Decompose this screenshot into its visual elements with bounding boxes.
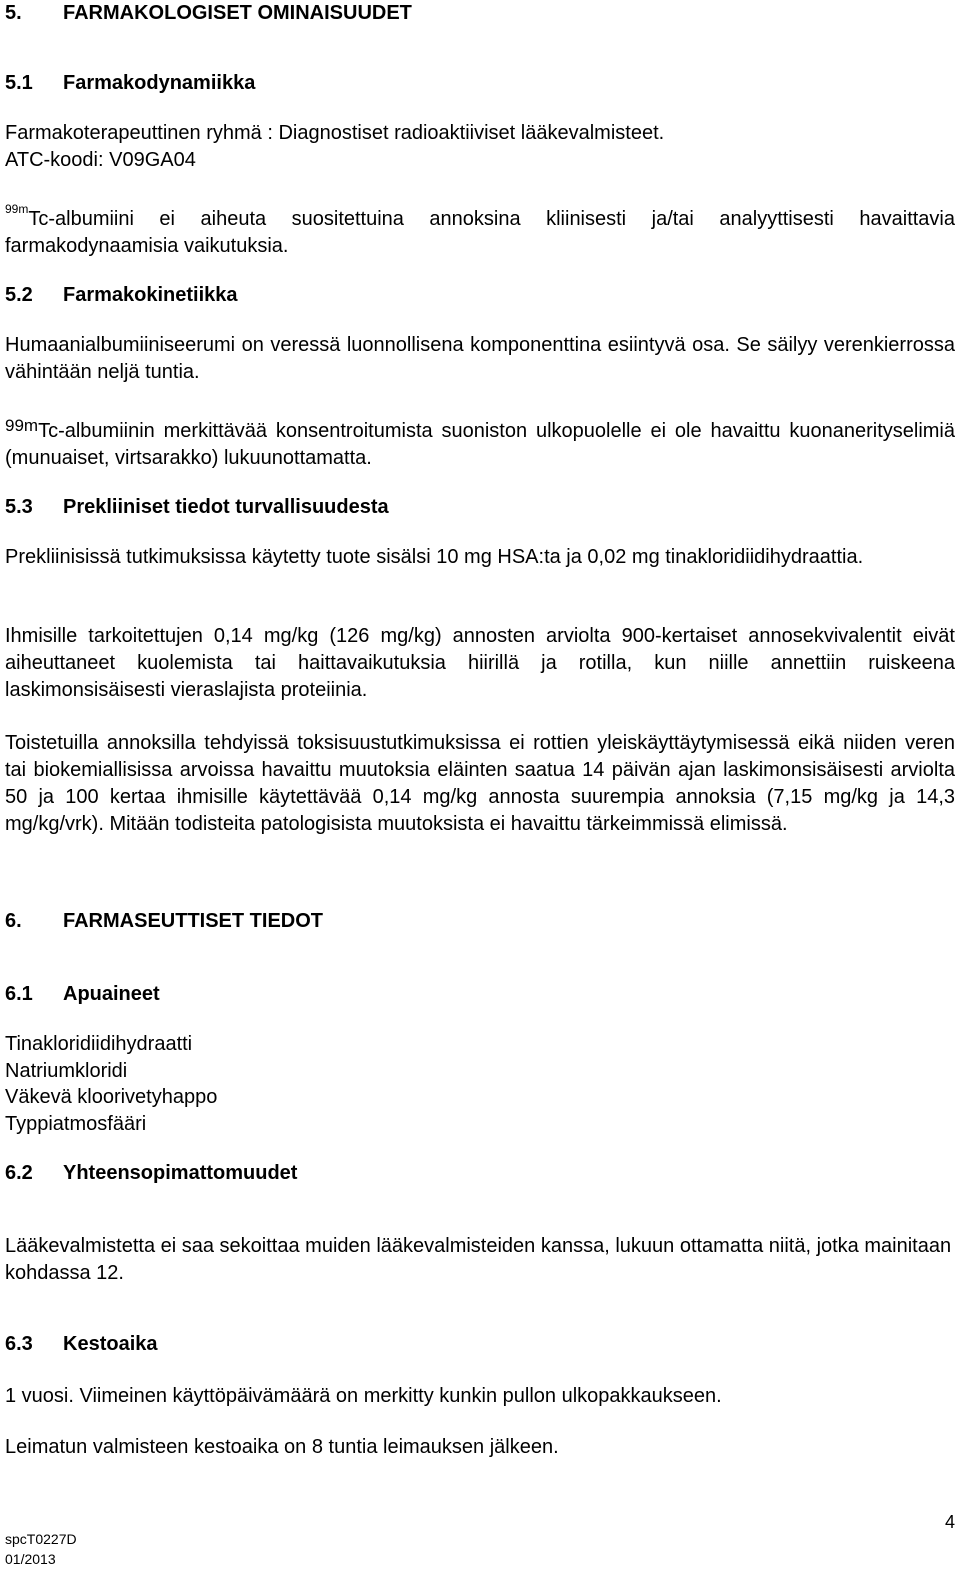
heading-text: Prekliiniset tiedot turvallisuudesta bbox=[63, 496, 389, 518]
heading-number: 5.1 bbox=[5, 72, 33, 94]
paragraph-text: 1 vuosi. Viimeinen käyttöpäivämäärä on merkitty kunkin pullon ulkopakkaukseen. bbox=[5, 1385, 722, 1407]
preclinical-paragraph-1 bbox=[5, 544, 955, 571]
paragraph-text: Ihmisille tarkoitettujen 0,14 mg/kg (126 mg/kg) annosten arviolta 900-kertaiset annosekvivalentit eivät aiheuttaneet kuolemista tai haittavaikutuksia hiirillä ja rotilla, kun niille annettiin ruiskeena laskimonsisäisesti vieraslajista proteiinia. bbox=[5, 625, 955, 701]
paragraph-text: Leimatun valmisteen kestoaika on 8 tuntia leimauksen jälkeen. bbox=[5, 1436, 559, 1458]
section-5-heading bbox=[5, 0, 955, 27]
shelf-life-paragraph-1 bbox=[5, 1383, 955, 1410]
section-6-1-heading bbox=[5, 981, 955, 1008]
isotope-superscript: 99m bbox=[5, 202, 29, 216]
paragraph-text: Tc-albumiinin merkittävää konsentroitumista suoniston ulkopuolelle ei ole havaittu kuonanerityselimiä (munuaiset, virtsarakko) lukuunottamatta. bbox=[5, 420, 955, 469]
preclinical-paragraph-2 bbox=[5, 623, 955, 704]
preclinical-paragraph-3 bbox=[5, 730, 955, 838]
document-footer bbox=[5, 1529, 77, 1569]
list-item: Tinakloridiidihydraatti bbox=[5, 1033, 193, 1055]
heading-text: FARMAKOLOGISET OMINAISUUDET bbox=[63, 2, 412, 24]
heading-number: 5.3 bbox=[5, 496, 33, 518]
section-5-2-heading bbox=[5, 282, 955, 309]
heading-number: 5.2 bbox=[5, 284, 33, 306]
excipients-list bbox=[5, 1031, 955, 1137]
heading-text: Kestoaika bbox=[63, 1333, 158, 1355]
heading-text: Apuaineet bbox=[63, 983, 160, 1005]
paragraph-text: Tc-albumiini ei aiheuta suositettuina annoksina kliinisesti ja/tai analyyttisesti havaittavia farmakodynaamisia vaikutuksia. bbox=[5, 208, 955, 257]
paragraph-text: Lääkevalmistetta ei saa sekoittaa muiden lääkevalmisteiden kanssa, lukuun ottamatta niitä, jotka mainitaan kohdassa 12. bbox=[5, 1235, 952, 1284]
document-code: spcT0227D bbox=[5, 1531, 77, 1547]
section-5-3-heading bbox=[5, 494, 955, 521]
heading-number: 6. bbox=[5, 910, 22, 932]
heading-text: Farmakodynamiikka bbox=[63, 72, 256, 94]
section-6-heading bbox=[5, 908, 955, 935]
heading-text: FARMASEUTTISET TIEDOT bbox=[63, 910, 323, 932]
paragraph-text: Prekliinisissä tutkimuksissa käytetty tuote sisälsi 10 mg HSA:ta ja 0,02 mg tinakloridiidihydraattia. bbox=[5, 546, 864, 568]
shelf-life-paragraph-2 bbox=[5, 1434, 955, 1461]
section-5-1-heading bbox=[5, 70, 955, 97]
pharmacotherapeutic-group bbox=[5, 120, 955, 174]
list-item: Väkevä kloorivetyhappo bbox=[5, 1086, 218, 1108]
document-date: 01/2013 bbox=[5, 1551, 56, 1567]
section-6-3-heading bbox=[5, 1331, 955, 1358]
heading-number: 6.2 bbox=[5, 1162, 33, 1184]
section-6-2-heading bbox=[5, 1160, 955, 1187]
page-number: 4 bbox=[944, 1512, 955, 1532]
heading-number: 5. bbox=[5, 2, 22, 24]
paragraph-text: Humaanialbumiiniseerumi on veressä luonnollisena komponenttina esiintyvä osa. Se säilyy verenkierrossa vähintään neljä tuntia. bbox=[5, 334, 955, 383]
heading-number: 6.1 bbox=[5, 983, 33, 1005]
atc-code-line: ATC-koodi: V09GA04 bbox=[5, 149, 196, 171]
paragraph-text: Toistetuilla annoksilla tehdyissä toksisuustutkimuksissa ei rottien yleiskäyttäytymisessä eikä niiden veren tai biokemiallisissa arvoissa havaittu muutoksia eläinten saatua 14 päivän ajan laskimonsisäisesti arviolta 50 ja 100 kertaa ihmisille käytettävää 0,14 mg/kg annosta suurempia annoksia (7,15 mg/kg ja 14,3 mg/kg/vrk). Mitään todisteita patologisista muutoksista ei havaittu tärkeimmissä elimissä. bbox=[5, 732, 955, 835]
heading-text: Farmakokinetiikka bbox=[63, 284, 238, 306]
heading-number: 6.3 bbox=[5, 1333, 33, 1355]
pharmacokinetics-paragraph-1 bbox=[5, 332, 955, 386]
heading-text: Yhteensopimattomuudet bbox=[63, 1162, 298, 1184]
pharmacotherapeutic-line: Farmakoterapeuttinen ryhmä : Diagnostiset radioaktiiviset lääkevalmisteet. bbox=[5, 122, 665, 144]
pharmacodynamics-paragraph bbox=[5, 202, 955, 260]
isotope-superscript: 99m bbox=[5, 416, 39, 435]
list-item: Natriumkloridi bbox=[5, 1059, 128, 1082]
incompatibilities-paragraph bbox=[5, 1233, 955, 1287]
pharmacokinetics-paragraph-2 bbox=[5, 418, 955, 472]
list-item: Typpiatmosfääri bbox=[5, 1112, 147, 1135]
